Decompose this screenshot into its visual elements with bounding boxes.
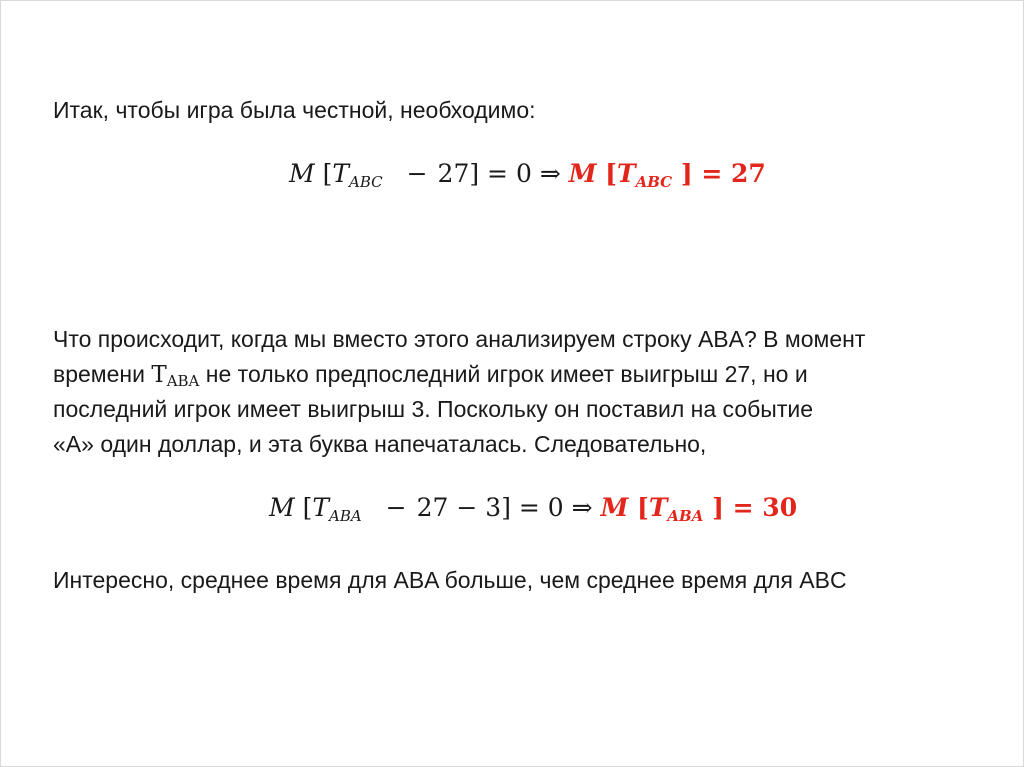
formula-aba bbox=[269, 493, 798, 525]
close-equals-zero: ] = 0 bbox=[469, 159, 532, 188]
time-subscript: ABC bbox=[349, 173, 383, 191]
open-bracket: [ bbox=[302, 493, 313, 522]
number-27: 27 bbox=[416, 493, 449, 522]
conclusion-text: Интересно, среднее время для ABA больше, чем среднее время для ABC bbox=[53, 567, 847, 593]
formula-abc-result bbox=[568, 159, 766, 191]
result-open-bracket: [ bbox=[605, 159, 617, 188]
result-close-equals: ] = 27 bbox=[680, 159, 766, 188]
expectation-symbol: M bbox=[269, 493, 295, 522]
number-27: 27 bbox=[437, 159, 470, 188]
paragraph-line-1: Что происходит, когда мы вместо этого анализируем строку ABA? В момент bbox=[53, 326, 866, 352]
minus-sign: − bbox=[406, 159, 428, 188]
paragraph-time-subscript: ABA bbox=[166, 372, 200, 390]
result-open-bracket: [ bbox=[636, 493, 649, 522]
implies-arrow: ⇒ bbox=[571, 493, 593, 522]
time-variable: T bbox=[312, 493, 330, 522]
paragraph-time-variable: T bbox=[151, 362, 167, 388]
result-time-subscript: ABC bbox=[635, 173, 673, 191]
paragraph-line-2-prefix: времени bbox=[53, 361, 152, 387]
time-variable: T bbox=[332, 159, 350, 188]
implies-arrow: ⇒ bbox=[539, 159, 561, 188]
paragraph-line-4: «А» один доллар, и эта буква напечаталась. Следовательно, bbox=[53, 431, 707, 457]
result-time-variable: T bbox=[616, 159, 636, 188]
result-expectation-symbol: M bbox=[568, 159, 597, 188]
open-bracket: [ bbox=[322, 159, 333, 188]
minus-sign-2: − bbox=[456, 493, 478, 522]
result-time-subscript: ABA bbox=[667, 507, 704, 525]
paragraph-line-2-rest: не только предпоследний игрок имеет выигрыш 27, но и bbox=[205, 361, 808, 387]
intro-text: Итак, чтобы игра была честной, необходимо: bbox=[53, 97, 536, 123]
number-3: 3 bbox=[485, 493, 502, 522]
minus-sign: − bbox=[385, 493, 407, 522]
expectation-symbol: M bbox=[289, 159, 315, 188]
formula-abc bbox=[289, 159, 766, 191]
result-expectation-symbol: M bbox=[600, 493, 629, 522]
paragraph-line-3: последний игрок имеет выигрыш 3. Поскольку он поставил на событие bbox=[53, 396, 813, 422]
formula-aba-result bbox=[600, 493, 798, 525]
result-close-equals: ] = 30 bbox=[712, 493, 798, 522]
close-equals-zero: ] = 0 bbox=[501, 493, 564, 522]
result-time-variable: T bbox=[648, 493, 668, 522]
paragraph-line-2 bbox=[53, 358, 808, 392]
time-subscript: ABA bbox=[329, 507, 362, 525]
